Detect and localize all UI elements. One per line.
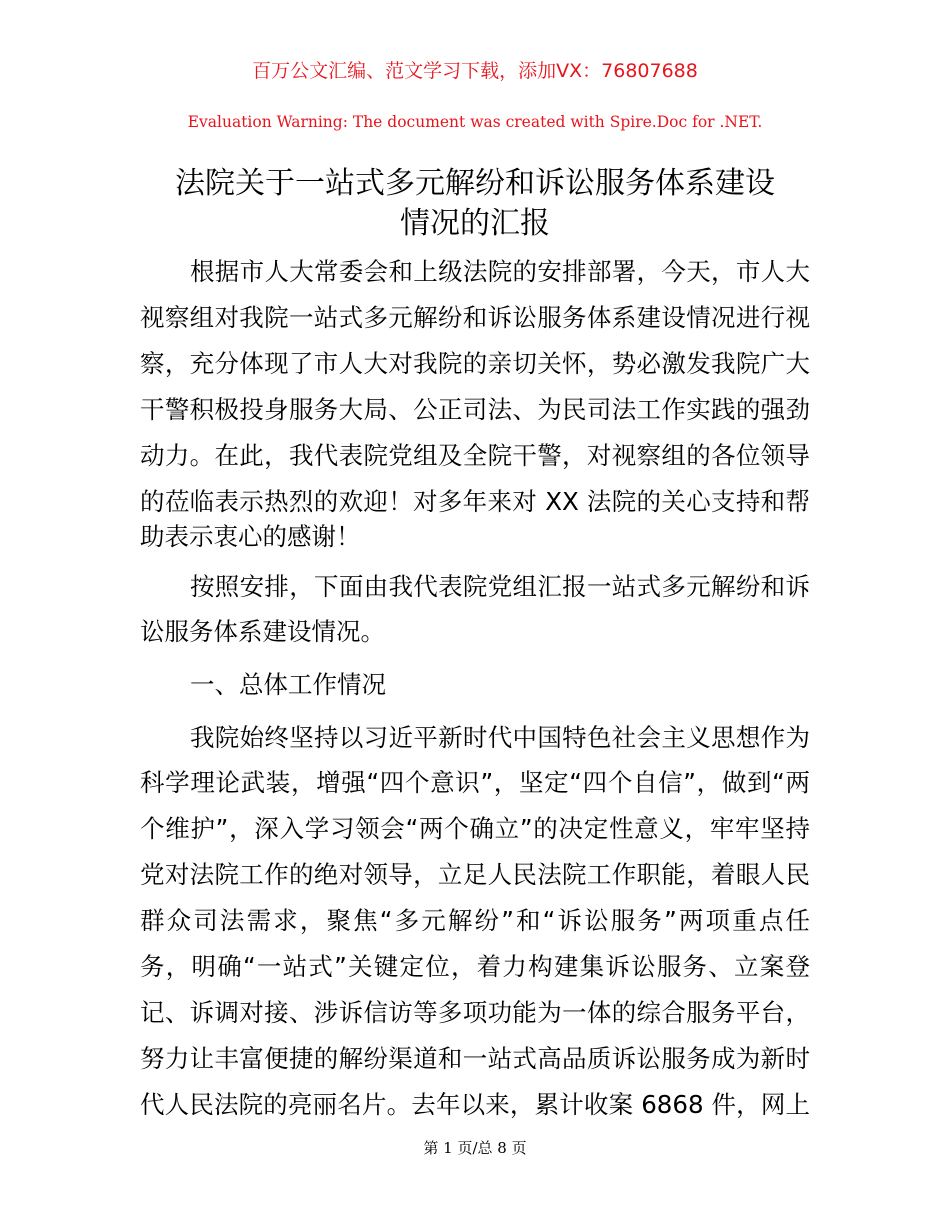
paragraph-line: 的莅临表示热烈的欢迎！对多年来对 XX 法院的关心支持和帮: [140, 487, 810, 516]
paragraph-line: 助表示衷心的感谢！: [140, 522, 361, 551]
paragraph-line: 视察组对我院一站式多元解纷和诉讼服务体系建设情况进行视: [140, 303, 810, 332]
paragraph-line: 代人民法院的亮丽名片。去年以来，累计收案 6868 件，网上: [140, 1090, 810, 1119]
paragraph-line: 讼服务体系建设情况。: [140, 617, 385, 646]
paragraph-line: 干警积极投身服务大局、公正司法、为民司法工作实践的强劲: [140, 395, 810, 424]
promo-header: 百万公文汇编、范文学习下载，添加VX：76807688: [252, 60, 698, 82]
paragraph-line: 动力。在此，我代表院党组及全院干警，对视察组的各位领导: [140, 441, 810, 470]
paragraph-line: 察，充分体现了市人大对我院的亲切关怀，势必激发我院广大: [140, 349, 810, 378]
page-footer: 第 1 页/总 8 页: [423, 1139, 527, 1157]
paragraph-line: 党对法院工作的绝对领导，立足人民法院工作职能，着眼人民: [140, 860, 810, 889]
section-heading: 一、总体工作情况: [190, 670, 386, 699]
paragraph-line: 群众司法需求，聚焦“多元解纷”和“诉讼服务”两项重点任: [140, 906, 810, 935]
document-title-line-1: 法院关于一站式多元解纷和诉讼服务体系建设: [175, 166, 775, 201]
document-title-line-2: 情况的汇报: [400, 206, 550, 241]
paragraph-line: 务，明确“一站式”关键定位，着力构建集诉讼服务、立案登: [140, 952, 810, 981]
paragraph-line: 个维护”，深入学习领会“两个确立”的决定性意义，牢牢坚持: [140, 814, 810, 843]
paragraph-line: 努力让丰富便捷的解纷渠道和一站式高品质诉讼服务成为新时: [140, 1044, 810, 1073]
paragraph-line: 按照安排，下面由我代表院党组汇报一站式多元解纷和诉: [190, 572, 810, 601]
paragraph-line: 科学理论武装，增强“四个意识”，坚定“四个自信”，做到“两: [140, 768, 810, 797]
paragraph-line: 根据市人大常委会和上级法院的安排部署，今天，市人大: [190, 257, 810, 286]
evaluation-warning: Evaluation Warning: The document was created with Spire.Doc for .NET.: [187, 113, 763, 131]
paragraph-line: 记、诉调对接、涉诉信访等多项功能为一体的综合服务平台，: [140, 998, 810, 1027]
paragraph-line: 我院始终坚持以习近平新时代中国特色社会主义思想作为: [190, 723, 810, 752]
